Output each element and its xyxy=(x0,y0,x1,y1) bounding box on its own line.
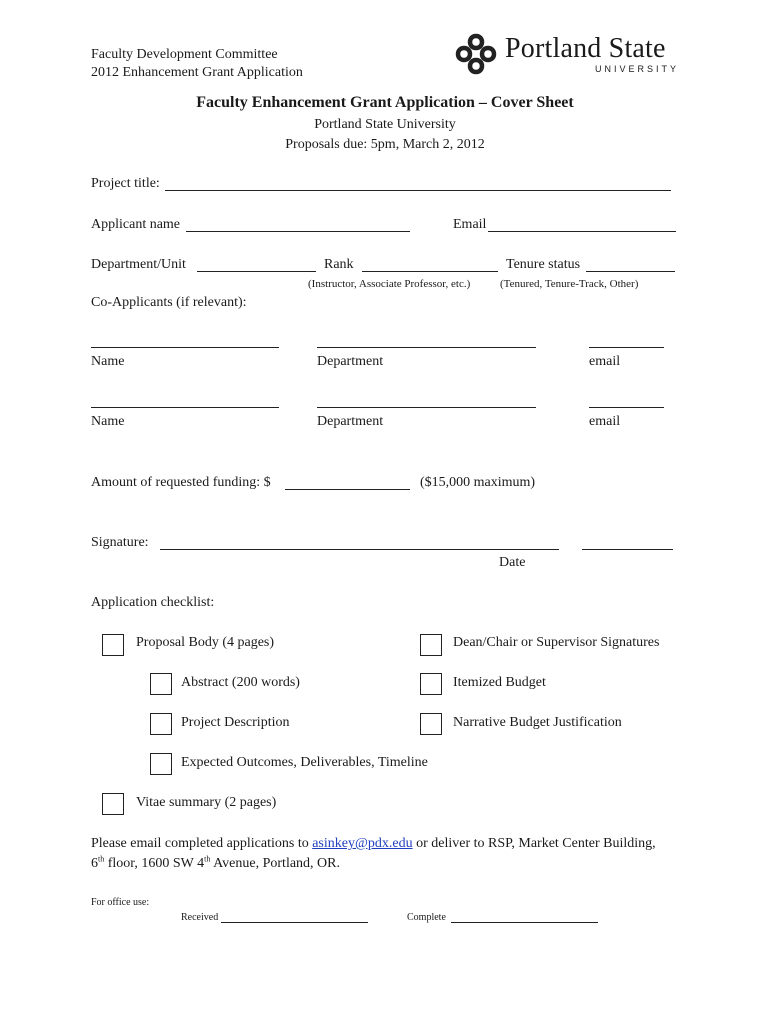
floor-number: 6 xyxy=(91,856,98,871)
psu-knot-logo-icon xyxy=(452,30,500,78)
rank-line[interactable] xyxy=(362,271,498,272)
funding-maximum: ($15,000 maximum) xyxy=(420,475,536,490)
avenue-suffix: th xyxy=(204,854,211,864)
rank-label: Rank xyxy=(324,257,354,272)
email-line[interactable] xyxy=(488,231,676,232)
funding-amount-line[interactable] xyxy=(285,489,410,490)
project-title-line[interactable] xyxy=(165,190,671,191)
page-title: Faculty Enhancement Grant Application – Cover Sheet xyxy=(196,94,574,111)
date-line[interactable] xyxy=(582,549,673,550)
co-applicant-1-department-label: Department xyxy=(317,354,384,369)
checklist-title: Application checklist: xyxy=(91,595,215,610)
abstract-label: Abstract (200 words) xyxy=(181,675,300,690)
co-applicant-1-department-line[interactable] xyxy=(317,347,536,348)
email-label: Email xyxy=(453,217,487,232)
instructions-text-3: floor, 1600 SW 4 xyxy=(104,856,205,871)
due-date: Proposals due: 5pm, March 2, 2012 xyxy=(285,137,485,152)
page-subtitle: Portland State University xyxy=(314,117,456,132)
proposal-body-checkbox[interactable] xyxy=(102,634,124,656)
applicant-name-line[interactable] xyxy=(186,231,410,232)
co-applicant-2-department-label: Department xyxy=(317,414,384,429)
co-applicant-1-name-line[interactable] xyxy=(91,347,279,348)
email-link[interactable]: asinkey@pdx.edu xyxy=(312,836,413,851)
dean-chair-label: Dean/Chair or Supervisor Signatures xyxy=(453,635,660,650)
project-title-label: Project title: xyxy=(91,176,160,191)
project-description-label: Project Description xyxy=(181,715,290,730)
received-label: Received xyxy=(181,912,219,923)
co-applicant-2-department-line[interactable] xyxy=(317,407,536,408)
logo-subtitle: UNIVERSITY xyxy=(595,64,680,74)
vitae-label: Vitae summary (2 pages) xyxy=(136,795,277,810)
co-applicant-2-name-line[interactable] xyxy=(91,407,279,408)
office-use-label: For office use: xyxy=(91,897,150,908)
floor-suffix: th xyxy=(98,854,105,864)
date-label: Date xyxy=(499,555,526,570)
co-applicant-2-name-label: Name xyxy=(91,414,125,429)
expected-outcomes-label: Expected Outcomes, Deliverables, Timeline xyxy=(181,755,428,770)
tenure-status-line[interactable] xyxy=(586,271,675,272)
dean-chair-checkbox[interactable] xyxy=(420,634,442,656)
tenure-hint: (Tenured, Tenure-Track, Other) xyxy=(500,278,639,290)
co-applicant-2-email-line[interactable] xyxy=(589,407,664,408)
instructions-line-1 xyxy=(91,836,656,852)
committee-name: Faculty Development Committee xyxy=(91,47,278,62)
instructions-line-2 xyxy=(91,856,340,872)
signature-label: Signature: xyxy=(91,535,149,550)
proposal-body-label: Proposal Body (4 pages) xyxy=(136,635,275,650)
co-applicants-label: Co-Applicants (if relevant): xyxy=(91,295,247,310)
instructions-text-2: or deliver to RSP, Market Center Building, xyxy=(412,836,656,851)
instructions-text-1: Please email completed applications to xyxy=(91,836,313,851)
department-unit-line[interactable] xyxy=(197,271,316,272)
abstract-checkbox[interactable] xyxy=(150,673,172,695)
received-line[interactable] xyxy=(221,922,368,923)
logo-name: Portland State xyxy=(505,33,666,64)
narrative-budget-checkbox[interactable] xyxy=(420,713,442,735)
rank-hint: (Instructor, Associate Professor, etc.) xyxy=(308,278,471,290)
itemized-budget-label: Itemized Budget xyxy=(453,675,546,690)
instructions-text-4: Avenue, Portland, OR. xyxy=(210,856,340,871)
co-applicant-1-email-label: email xyxy=(589,354,621,369)
co-applicant-1-email-line[interactable] xyxy=(589,347,664,348)
project-description-checkbox[interactable] xyxy=(150,713,172,735)
expected-outcomes-checkbox[interactable] xyxy=(150,753,172,775)
complete-label: Complete xyxy=(407,912,446,923)
signature-line[interactable] xyxy=(160,549,559,550)
complete-line[interactable] xyxy=(451,922,598,923)
vitae-checkbox[interactable] xyxy=(102,793,124,815)
co-applicant-1-name-label: Name xyxy=(91,354,125,369)
narrative-budget-label: Narrative Budget Justification xyxy=(453,715,622,730)
application-year: 2012 Enhancement Grant Application xyxy=(91,65,303,80)
co-applicant-2-email-label: email xyxy=(589,414,621,429)
itemized-budget-checkbox[interactable] xyxy=(420,673,442,695)
funding-label: Amount of requested funding: $ xyxy=(91,475,271,490)
tenure-status-label: Tenure status xyxy=(506,257,581,272)
department-unit-label: Department/Unit xyxy=(91,257,186,272)
applicant-name-label: Applicant name xyxy=(91,217,181,232)
